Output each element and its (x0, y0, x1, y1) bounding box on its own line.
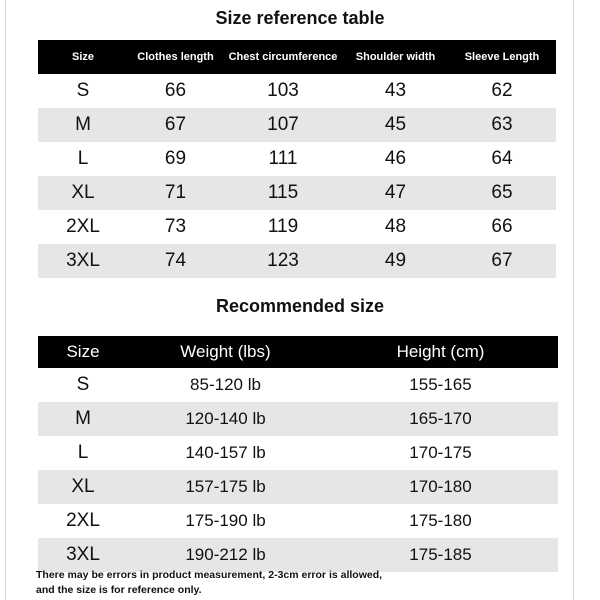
cell-shoulder-width: 48 (384, 216, 407, 237)
cell-weight: 85-120 lb (190, 375, 261, 394)
cell-clothes-length: 67 (128, 108, 223, 142)
cell-height: 155-165 (409, 375, 472, 394)
cell-clothes-length: 71 (128, 176, 223, 210)
header-size: Size (38, 336, 128, 368)
table-header-row (38, 40, 556, 74)
cell-weight: 140-157 lb (185, 443, 266, 462)
cell-height: 170-180 (323, 470, 558, 504)
table-row (38, 176, 556, 210)
table-row (38, 402, 558, 436)
table-row (38, 470, 558, 504)
header-sleeve-length: Sleeve Length (448, 40, 556, 74)
cell-size: S (76, 80, 90, 101)
cell-shoulder-width: 49 (343, 244, 448, 278)
cell-clothes-length: 73 (164, 216, 187, 237)
cell-sleeve-length: 65 (448, 176, 556, 210)
cell-shoulder-width: 47 (343, 176, 448, 210)
cell-sleeve-length: 66 (491, 216, 513, 237)
table-row (38, 210, 556, 244)
recommended-size-title: Recommended size (215, 296, 385, 316)
cell-shoulder-width: 45 (343, 108, 448, 142)
header-shoulder-width: Shoulder width (343, 40, 448, 74)
cell-shoulder-width: 43 (384, 80, 407, 101)
cell-shoulder-width: 46 (384, 148, 407, 169)
disclaimer-line-2: and the size is for reference only. (36, 584, 202, 596)
cell-clothes-length: 69 (164, 148, 187, 169)
cell-height: 175-185 (323, 538, 558, 572)
header-height: Height (cm) (323, 336, 558, 368)
header-size: Size (38, 40, 128, 74)
recommended-size-table (38, 336, 558, 572)
cell-weight: 190-212 lb (128, 538, 323, 572)
cell-chest-circumference: 103 (267, 80, 299, 101)
size-reference-table (38, 40, 556, 278)
cell-height: 170-175 (409, 443, 472, 462)
cell-weight: 175-190 lb (185, 511, 266, 530)
table-row (38, 142, 556, 176)
cell-chest-circumference: 107 (223, 108, 343, 142)
cell-sleeve-length: 67 (448, 244, 556, 278)
cell-chest-circumference: 111 (268, 148, 298, 169)
cell-size: 3XL (38, 244, 128, 278)
table-row (38, 504, 558, 538)
disclaimer-line-1: There may be errors in product measurement, 2-3cm error is allowed, (36, 569, 383, 581)
table-row (38, 436, 558, 470)
table-row (38, 108, 556, 142)
size-reference-title: Size reference table (215, 8, 385, 28)
cell-size: M (38, 402, 128, 436)
cell-size: L (77, 148, 89, 169)
cell-clothes-length: 74 (128, 244, 223, 278)
cell-height: 175-180 (409, 511, 472, 530)
cell-weight: 157-175 lb (128, 470, 323, 504)
cell-size: L (77, 442, 89, 463)
table-row (38, 74, 556, 108)
header-clothes-length: Clothes length (128, 40, 223, 74)
cell-height: 165-170 (323, 402, 558, 436)
cell-weight: 120-140 lb (128, 402, 323, 436)
cell-size: S (76, 374, 90, 395)
table-row (38, 244, 556, 278)
cell-clothes-length: 66 (164, 80, 187, 101)
table-row (38, 538, 558, 572)
cell-sleeve-length: 63 (448, 108, 556, 142)
cell-chest-circumference: 123 (223, 244, 343, 278)
header-chest-circumference: Chest circumference (223, 40, 343, 74)
cell-size: 2XL (66, 510, 100, 531)
cell-size: M (38, 108, 128, 142)
table-header-row (38, 336, 558, 368)
cell-chest-circumference: 115 (223, 176, 343, 210)
cell-size: 3XL (38, 538, 128, 572)
cell-size: XL (38, 470, 128, 504)
disclaimer-note (36, 568, 382, 598)
table-row (38, 368, 558, 402)
header-weight: Weight (lbs) (128, 336, 323, 368)
cell-sleeve-length: 62 (491, 80, 513, 101)
cell-chest-circumference: 119 (267, 216, 299, 237)
cell-size: XL (38, 176, 128, 210)
cell-sleeve-length: 64 (491, 148, 513, 169)
cell-size: 2XL (66, 216, 100, 237)
